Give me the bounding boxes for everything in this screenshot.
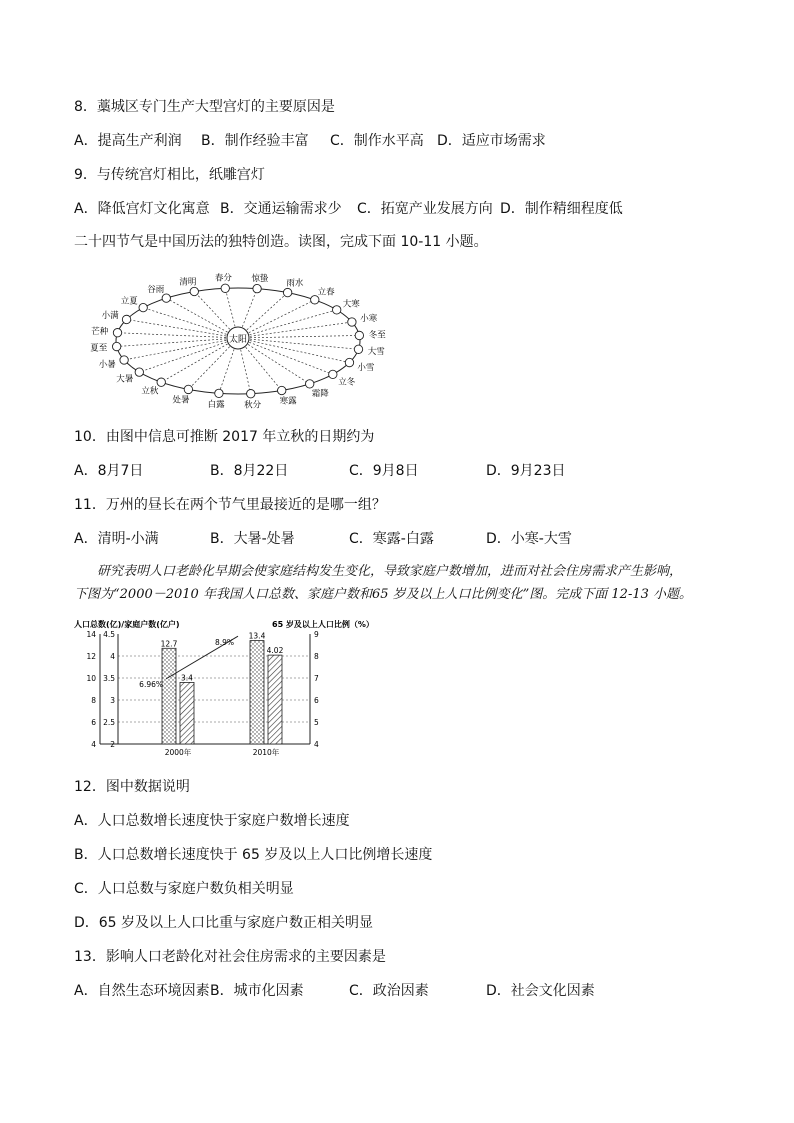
- tick-label-inner: 4.5: [103, 630, 115, 639]
- q10-option-d: D．9月23日: [486, 463, 566, 479]
- q13-option-d: D．社会文化因素: [486, 983, 595, 999]
- bar-label-population: 13.4: [248, 631, 266, 641]
- population-chart: [74, 617, 404, 759]
- solar-term-spoke: [238, 338, 358, 349]
- solar-term-spoke: [161, 338, 238, 382]
- solar-term-label: 立夏: [120, 296, 138, 307]
- solar-term-spoke: [238, 338, 310, 384]
- q8-option-a: A．提高生产利润: [74, 133, 182, 149]
- tick-label-outer: 10: [86, 674, 96, 683]
- solar-term-label: 小寒: [360, 314, 378, 325]
- q8-option-d: D．适应市场需求: [437, 133, 546, 149]
- q9-option-b: B．交通运输需求少: [220, 201, 342, 217]
- intro-aging-line2: 下图为“2000－2010 年我国人口总数、家庭户数和65 岁及以上人口比例变化”图。完成下面 12-13 小题。: [74, 587, 693, 602]
- tick-label-right: 8: [314, 652, 319, 661]
- solar-term-spoke: [238, 338, 349, 363]
- tick-label-right: 5: [314, 718, 319, 727]
- q8-stem: 8．藁城区专门生产大型宫灯的主要原因是: [74, 99, 335, 115]
- solar-term-label: 芒种: [91, 326, 109, 337]
- q8-option-b: B．制作经验丰富: [201, 133, 309, 149]
- solar-term-spoke: [238, 322, 352, 338]
- ratio-label-2010: 8.9%: [214, 638, 234, 648]
- solar-term-spoke: [124, 338, 238, 360]
- tick-label-inner: 3.5: [103, 674, 115, 683]
- q12-stem: 12．图中数据说明: [74, 779, 190, 795]
- solar-term-label: 立秋: [141, 386, 159, 397]
- tick-label-inner: 2.5: [103, 718, 115, 727]
- solar-term-node: [283, 288, 291, 296]
- tick-label-outer: 12: [86, 652, 96, 661]
- tick-label-right: 7: [314, 674, 319, 683]
- solar-term-label: 雨水: [286, 278, 304, 289]
- solar-term-spoke: [118, 333, 238, 338]
- intro-solar-terms: 二十四节气是中国历法的独特创造。读图，完成下面 10-11 小题。: [74, 234, 488, 250]
- tick-label-inner: 3: [110, 696, 115, 705]
- solar-term-node: [112, 342, 120, 350]
- intro-aging-line1: 研究表明人口老龄化早期会使家庭结构发生变化，导致家庭户数增加，进而对社会住房需求产生影响，: [97, 564, 683, 579]
- ratio-label-2000: 6.96%: [139, 679, 163, 689]
- q13-option-c: C．政治因素: [349, 983, 429, 999]
- q9-stem: 9．与传统宫灯相比，纸雕宫灯: [74, 167, 265, 183]
- solar-term-label: 白露: [207, 400, 225, 410]
- solar-term-label: 立冬: [338, 377, 356, 388]
- q13-stem: 13．影响人口老龄化对社会住房需求的主要因素是: [74, 949, 386, 965]
- tick-label-outer: 4: [91, 740, 96, 749]
- solar-term-spoke: [238, 338, 333, 374]
- x-label: 2010年: [252, 748, 280, 757]
- solar-term-node: [190, 287, 198, 295]
- q9-option-c: C．拓宽产业发展方向: [357, 201, 493, 217]
- bar-label-population: 12.7: [160, 639, 178, 649]
- solar-term-label: 冬至: [368, 330, 386, 341]
- solar-term-node: [253, 284, 261, 292]
- solar-term-node: [139, 303, 147, 311]
- tick-label-right: 4: [314, 740, 319, 749]
- solar-term-label: 处暑: [172, 395, 190, 406]
- solar-term-node: [120, 356, 128, 364]
- solar-term-label: 寒露: [279, 396, 297, 407]
- q11-option-b: B．大暑-处暑: [210, 531, 295, 547]
- q10-option-b: B．8月22日: [210, 463, 289, 479]
- tick-label-outer: 14: [86, 630, 96, 639]
- solar-term-node: [135, 368, 143, 376]
- solar-term-label: 小暑: [98, 359, 116, 370]
- solar-term-node: [348, 318, 356, 326]
- bar-label-households: 4.02: [266, 646, 284, 656]
- solar-term-label: 小满: [101, 310, 119, 321]
- q10-option-c: C．9月8日: [349, 463, 419, 479]
- solar-terms-diagram: [78, 268, 408, 410]
- sun-label: 太阳: [228, 335, 248, 345]
- tick-label-inner: 2: [110, 740, 115, 749]
- solar-term-spoke: [127, 319, 238, 338]
- chart-left-title: 人口总数(亿)/家庭户数(亿户): [74, 620, 180, 629]
- bar-households: [180, 682, 194, 744]
- tick-label-right: 6: [314, 696, 319, 705]
- bar-label-households: 3.4: [181, 673, 193, 683]
- q10-option-a: A．8月7日: [74, 463, 144, 479]
- solar-term-node: [184, 385, 192, 393]
- solar-term-node: [306, 380, 314, 388]
- solar-term-spoke: [139, 338, 238, 372]
- solar-term-spoke: [117, 338, 238, 347]
- bar-population: [162, 648, 176, 744]
- q11-option-a: A．清明-小满: [74, 531, 159, 547]
- solar-term-label: 大暑: [116, 374, 134, 385]
- bar-population: [250, 641, 264, 744]
- solar-term-node: [215, 389, 223, 397]
- solar-term-label: 惊蛰: [251, 273, 269, 284]
- solar-term-node: [355, 331, 363, 339]
- solar-term-label: 清明: [179, 277, 197, 288]
- solar-term-node: [333, 306, 341, 314]
- solar-term-label: 立春: [317, 287, 335, 298]
- solar-term-label: 谷雨: [147, 285, 165, 296]
- solar-term-node: [221, 284, 229, 292]
- q9-option-a: A．降低宫灯文化寓意: [74, 201, 210, 217]
- solar-term-label: 大寒: [342, 299, 360, 310]
- tick-label-right: 9: [314, 630, 319, 639]
- tick-label-outer: 8: [91, 696, 96, 705]
- solar-term-label: 小雪: [357, 363, 375, 374]
- x-label: 2000年: [164, 748, 192, 757]
- solar-term-node: [345, 358, 353, 366]
- bar-households: [268, 655, 282, 744]
- solar-term-node: [122, 315, 130, 323]
- q12-option-c: C．人口总数与家庭户数负相关明显: [74, 881, 294, 897]
- q10-stem: 10．由图中信息可推断 2017 年立秋的日期约为: [74, 429, 375, 445]
- q12-option-b: B．人口总数增长速度快于 65 岁及以上人口比例增长速度: [74, 847, 433, 863]
- solar-term-label: 春分: [214, 273, 232, 284]
- solar-term-node: [157, 378, 165, 386]
- q11-option-c: C．寒露-白露: [349, 531, 434, 547]
- tick-label-outer: 6: [91, 718, 96, 727]
- solar-term-label: 夏至: [90, 343, 108, 354]
- q11-option-d: D．小寒-大雪: [486, 531, 572, 547]
- q9-option-d: D．制作精细程度低: [500, 201, 623, 217]
- q13-option-a: A．自然生态环境因素: [74, 983, 210, 999]
- solar-term-node: [354, 345, 362, 353]
- solar-term-node: [113, 329, 121, 337]
- q13-option-b: B．城市化因素: [210, 983, 304, 999]
- q11-stem: 11．万州的昼长在两个节气里最接近的是哪一组？: [74, 497, 386, 513]
- solar-term-spoke: [238, 335, 359, 338]
- solar-term-node: [247, 390, 255, 398]
- solar-term-label: 霜降: [311, 388, 329, 399]
- solar-term-node: [278, 386, 286, 394]
- q8-option-c: C．制作水平高: [330, 133, 424, 149]
- solar-term-label: 秋分: [244, 400, 262, 410]
- q12-option-d: D．65 岁及以上人口比重与家庭户数正相关明显: [74, 915, 374, 931]
- solar-term-label: 大雪: [367, 347, 385, 358]
- q12-option-a: A．人口总数增长速度快于家庭户数增长速度: [74, 813, 350, 829]
- solar-term-node: [329, 370, 337, 378]
- solar-term-spoke: [238, 300, 315, 338]
- tick-label-inner: 4: [110, 652, 115, 661]
- chart-right-title: 65 岁及以上人口比例（%）: [272, 620, 374, 629]
- solar-term-spoke: [238, 310, 337, 338]
